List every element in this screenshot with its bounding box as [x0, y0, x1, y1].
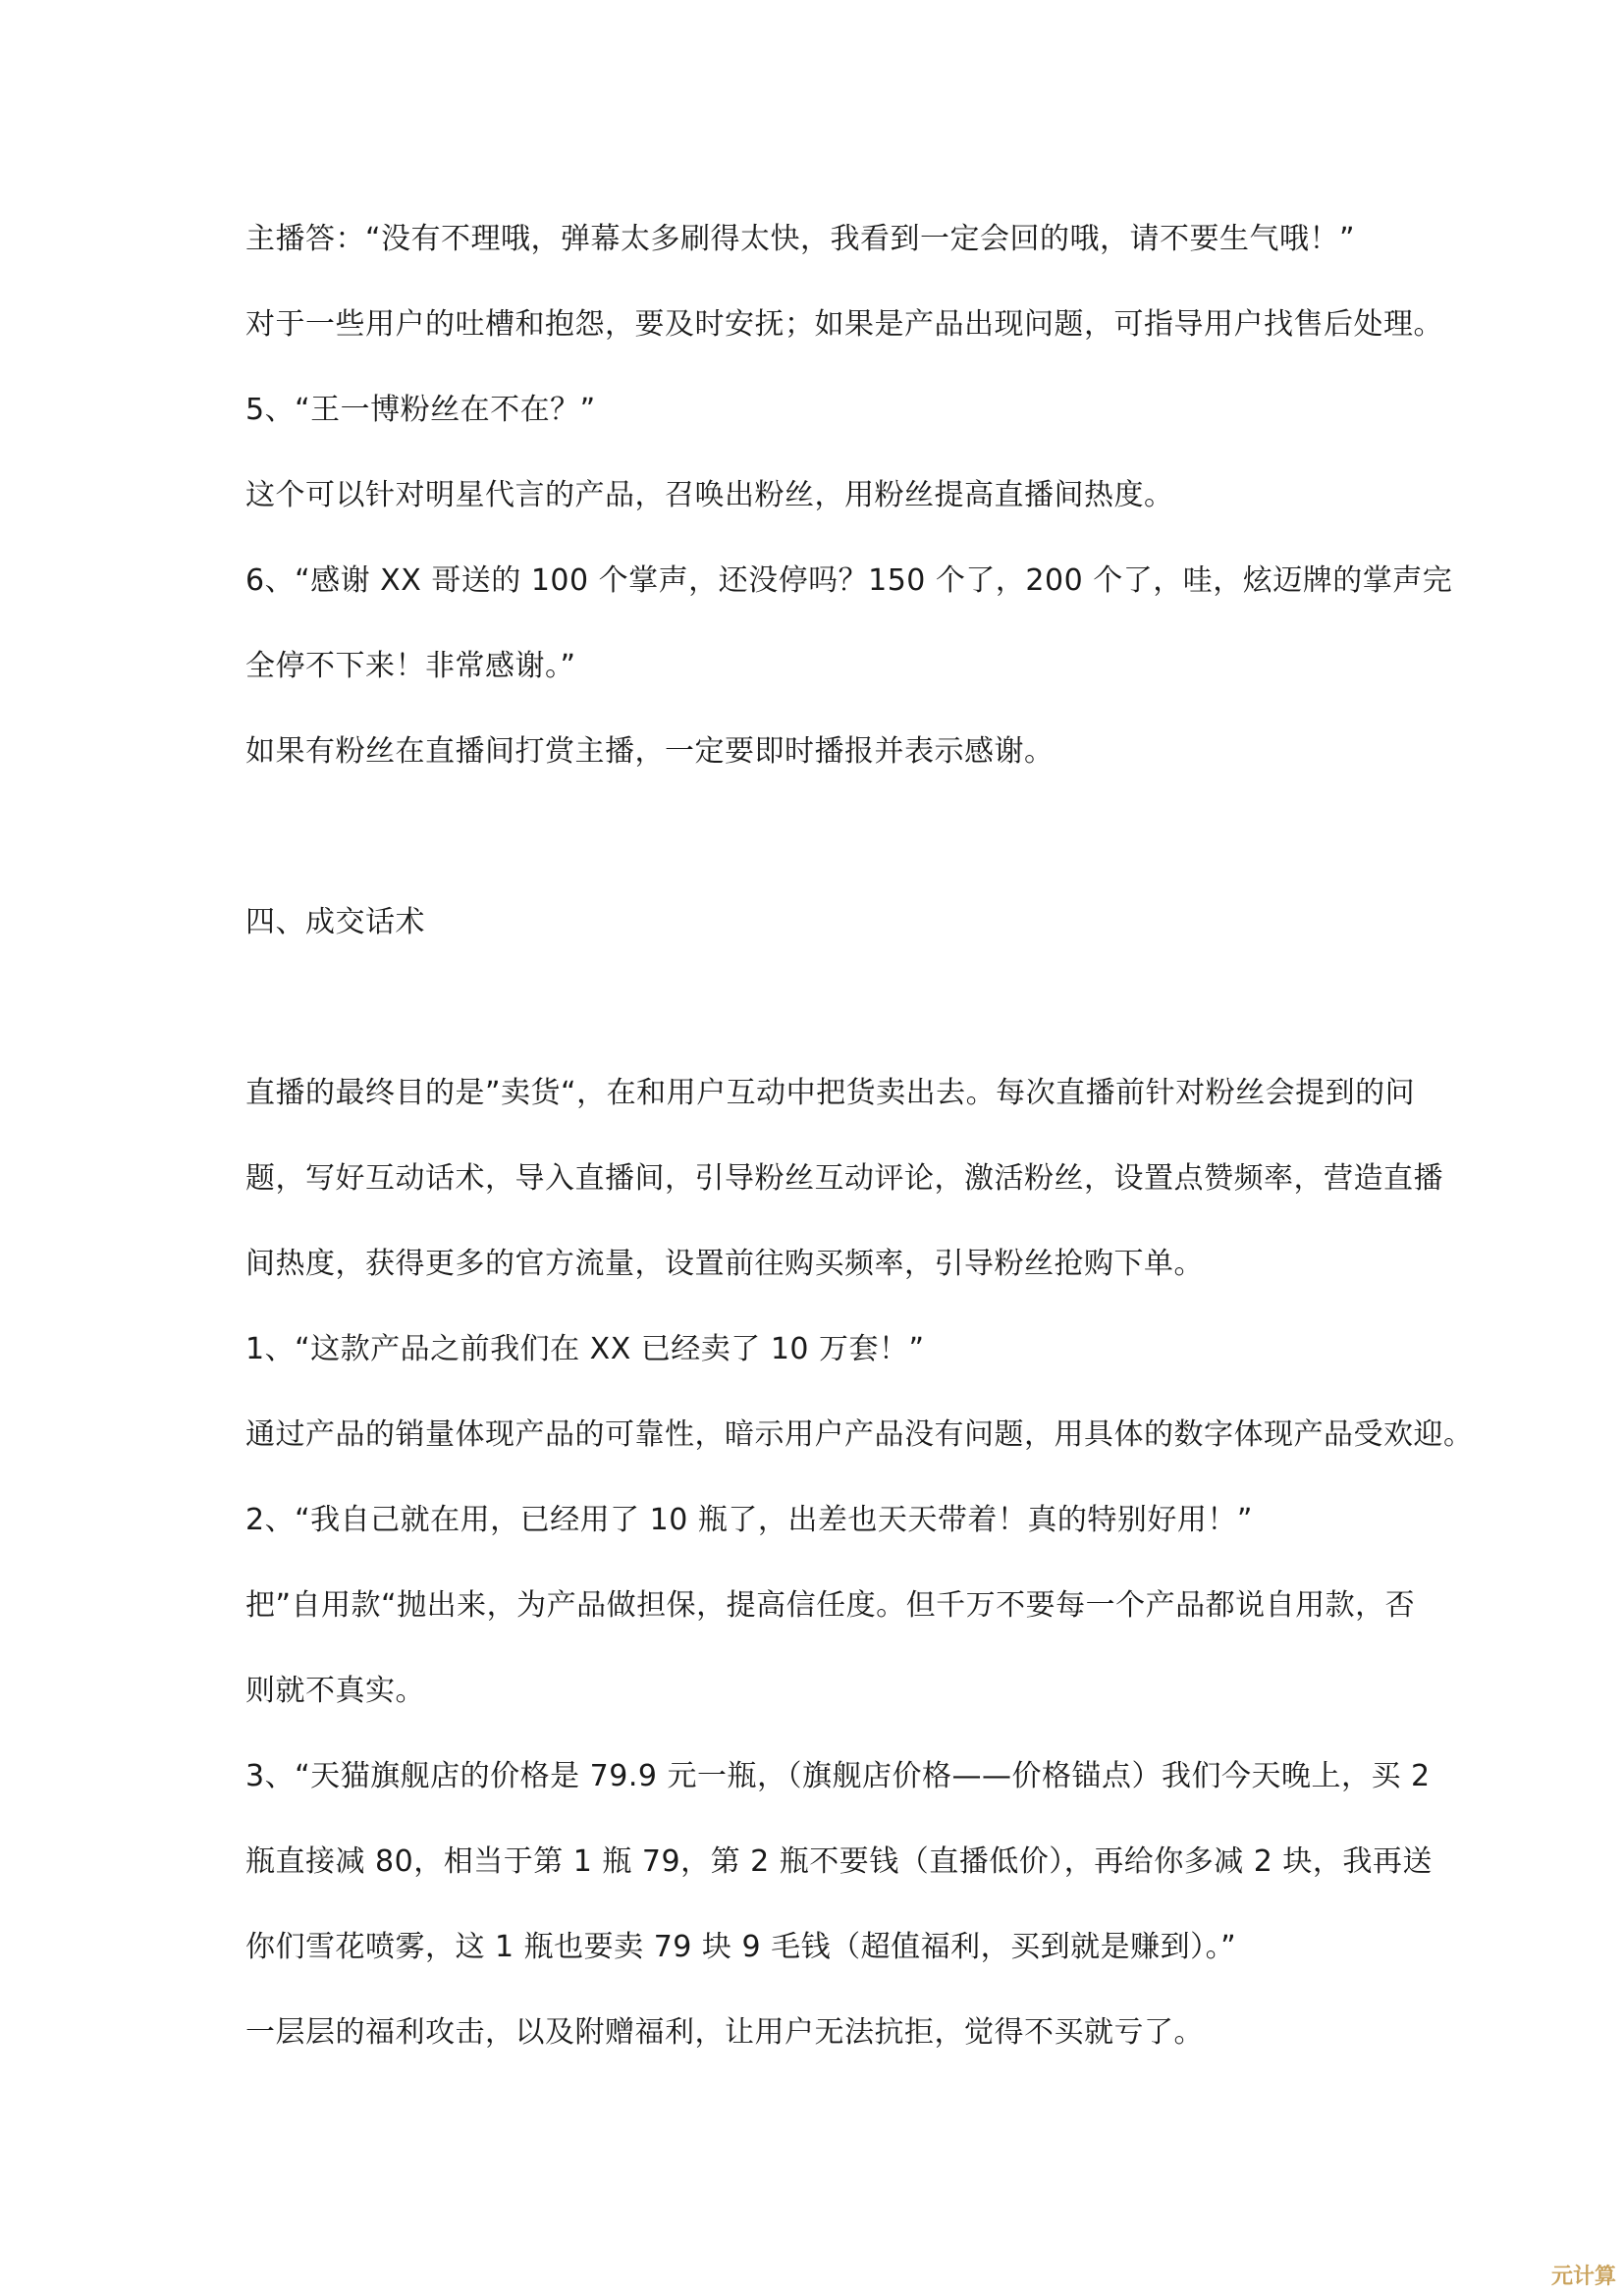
- text-line: 一层层的福利攻击，以及附赠福利，让用户无法抗拒，觉得不买就亏了。: [245, 2015, 1204, 2050]
- section-heading: 四、成交话术: [245, 905, 425, 939]
- text-line: 2、“我自己就在用，已经用了 10 瓶了，出差也天天带着！真的特别好用！”: [245, 1503, 1253, 1537]
- text-line: 这个可以针对明星代言的产品，召唤出粉丝，用粉丝提高直播间热度。: [245, 478, 1174, 512]
- text-line: 1、“这款产品之前我们在 XX 已经卖了 10 万套！”: [245, 1332, 925, 1366]
- text-line: 对于一些用户的吐槽和抱怨，要及时安抚；如果是产品出现问题，可指导用户找售后处理。: [245, 307, 1443, 342]
- text-line: 则就不真实。: [245, 1674, 425, 1708]
- text-line: 题，写好互动话术，导入直播间，引导粉丝互动评论，激活粉丝，设置点赞频率，营造直播: [245, 1161, 1443, 1196]
- text-line: 5、“王一博粉丝在不在？”: [245, 393, 596, 427]
- text-line: 6、“感谢 XX 哥送的 100 个掌声，还没停吗？150 个了，200 个了，哇，炫迈牌的掌声完: [245, 563, 1453, 598]
- text-line: 把”自用款“抛出来，为产品做担保，提高信任度。但千万不要每一个产品都说自用款，否: [245, 1588, 1416, 1623]
- text-line: 全停不下来！非常感谢。”: [245, 649, 576, 683]
- text-line: 间热度，获得更多的官方流量，设置前往购买频率，引导粉丝抢购下单。: [245, 1247, 1204, 1281]
- text-line: 瓶直接减 80，相当于第 1 瓶 79，第 2 瓶不要钱（直播低价），再给你多减 2 块，我再送: [245, 1844, 1433, 1879]
- text-line: 你们雪花喷雾，这 1 瓶也要卖 79 块 9 毛钱（超值福利，买到就是赚到）。”: [245, 1930, 1237, 1964]
- watermark-logo: 元计算: [1550, 2265, 1616, 2289]
- text-line: 主播答：“没有不理哦，弹幕太多刷得太快，我看到一定会回的哦，请不要生气哦！”: [245, 222, 1356, 256]
- text-line: 如果有粉丝在直播间打赏主播，一定要即时播报并表示感谢。: [245, 734, 1055, 769]
- text-line: 3、“天猫旗舰店的价格是 79.9 元一瓶，（旗舰店价格——价格锚点）我们今天晚上，买 2: [245, 1759, 1431, 1793]
- text-line: 通过产品的销量体现产品的可靠性，暗示用户产品没有问题，用具体的数字体现产品受欢迎。: [245, 1417, 1474, 1452]
- text-line: 直播的最终目的是”卖货“，在和用户互动中把货卖出去。每次直播前针对粉丝会提到的问: [245, 1076, 1416, 1110]
